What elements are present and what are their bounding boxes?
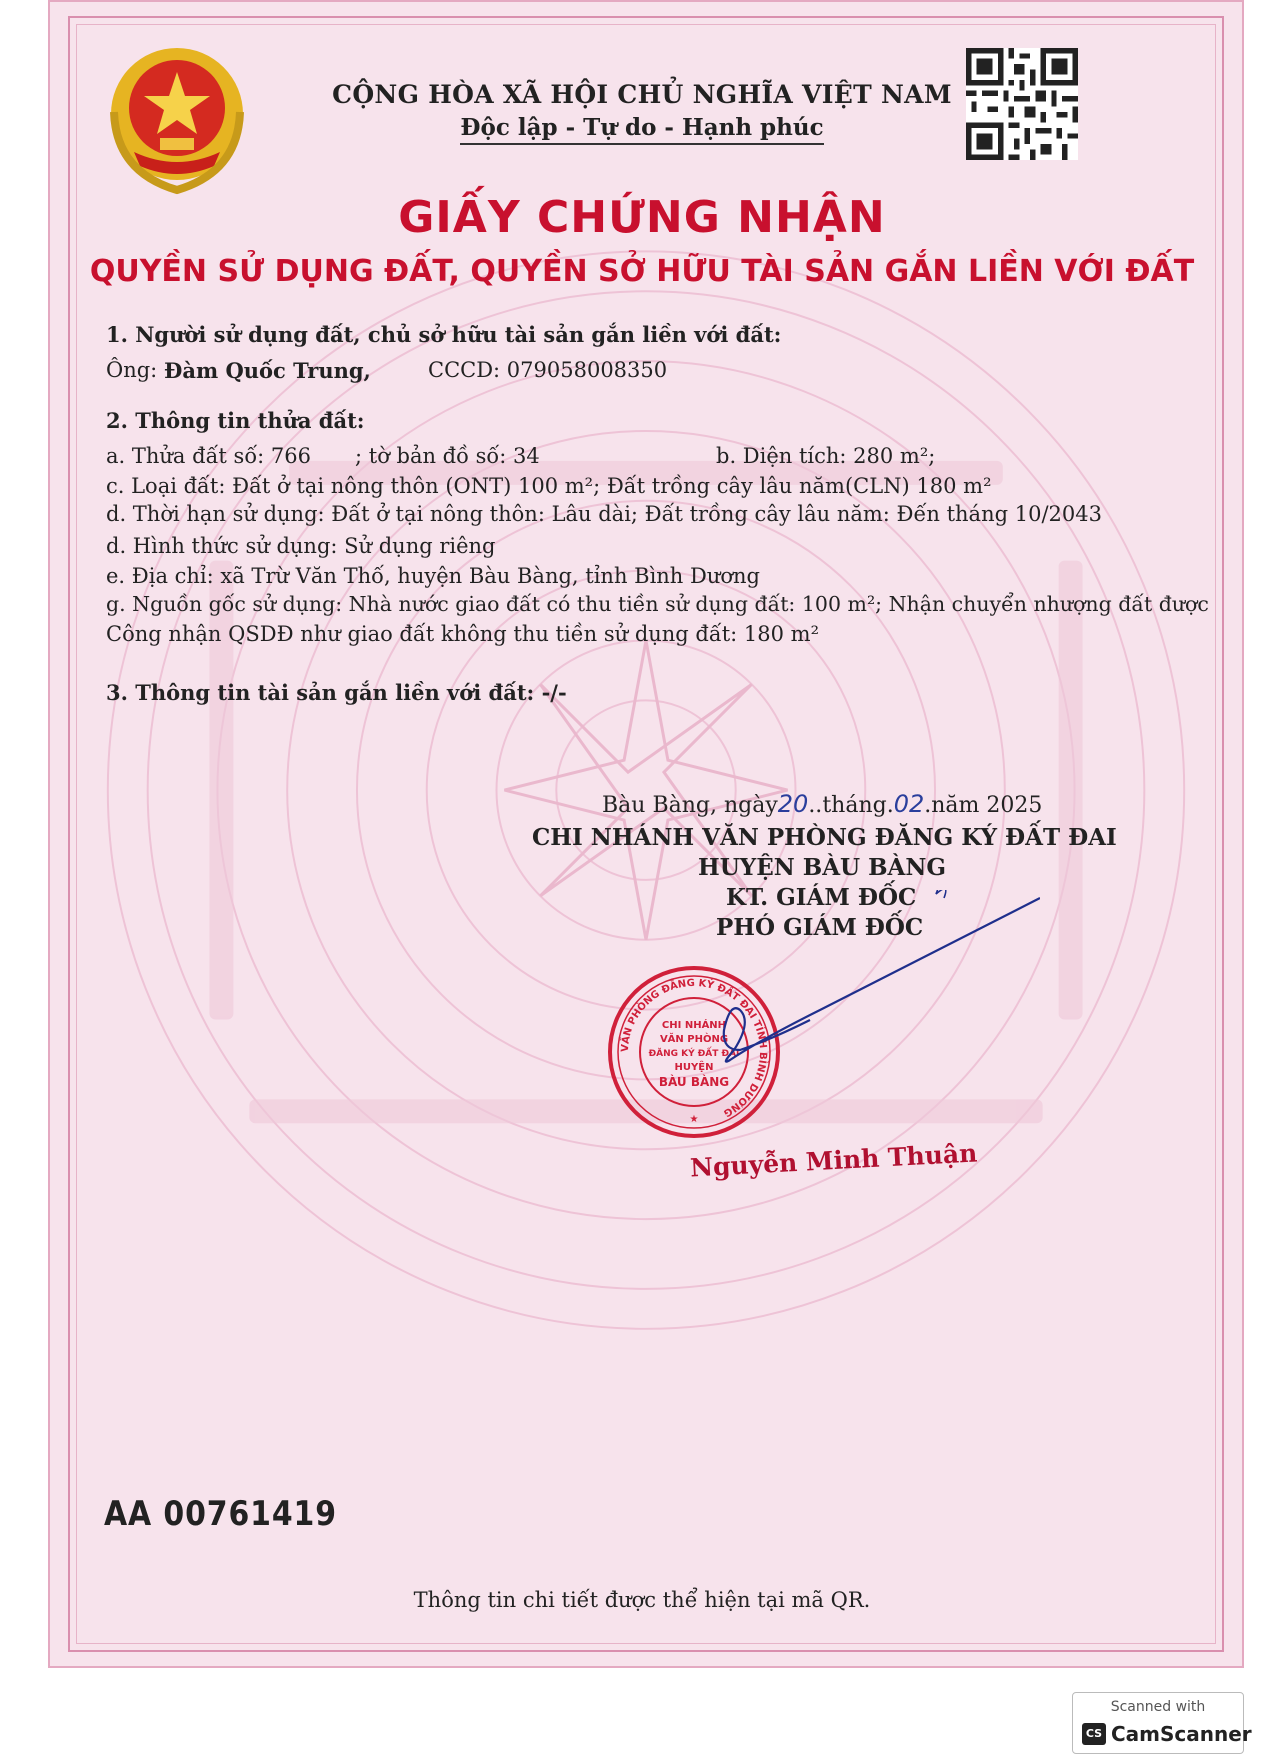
watermark-brand: CamScanner — [1111, 1722, 1252, 1746]
certificate-subtitle: QUYỀN SỬ DỤNG ĐẤT, QUYỀN SỞ HỮU TÀI SẢN GẮN LIỀN VỚI ĐẤT — [89, 254, 1195, 289]
camscanner-logo-icon: CS — [1082, 1723, 1106, 1745]
stamp-line-4: HUYỆN — [674, 1062, 714, 1073]
svg-text:★: ★ — [689, 1114, 699, 1125]
owner-name: Đàm Quốc Trung, — [164, 358, 371, 383]
office-name-line1: CHI NHÁNH VĂN PHÒNG ĐĂNG KÝ ĐẤT ĐAI — [532, 824, 1117, 851]
certificate-title: GIẤY CHỨNG NHẬN — [398, 192, 886, 243]
stamp-line-1: CHI NHÁNH — [661, 1020, 727, 1031]
section2-heading: 2. Thông tin thửa đất: — [106, 408, 365, 433]
usage-origin-line2: Công nhận QSDĐ như giao đất không thu tiền sử dụng đất: 180 m² — [106, 622, 820, 646]
national-motto: Độc lập - Tự do - Hạnh phúc — [0, 114, 1284, 141]
qr-footer-note: Thông tin chi tiết được thể hiện tại mã QR. — [413, 1588, 871, 1612]
handwritten-signature — [700, 890, 1040, 1090]
stamp-line-2: VĂN PHÒNG — [659, 1034, 729, 1045]
handwritten-month: 02 — [893, 790, 925, 818]
usage-duration: d. Thời hạn sử dụng: Đất ở tại nông thôn: Lâu dài; Đất trồng cây lâu năm: Đến tháng 10/2043 — [106, 502, 1102, 526]
section1-heading: 1. Người sử dụng đất, chủ sở hữu tài sản gắn liền với đất: — [106, 322, 782, 347]
usage-form: d. Hình thức sử dụng: Sử dụng riêng — [106, 534, 496, 558]
nation-heading: CỘNG HÒA XÃ HỘI CHỦ NGHĨA VIỆT NAM — [332, 80, 952, 109]
stamp-line-3: ĐĂNG KÝ ĐẤT ĐAI — [648, 1049, 740, 1059]
office-name-line2: HUYỆN BÀU BÀNG — [698, 854, 947, 881]
map-sheet-number: ; tờ bản đồ số: 34 — [355, 444, 540, 468]
signing-date: Bàu Bàng, ngày20..tháng.02.năm 2025 — [602, 790, 1043, 818]
signer-role-1: KT. GIÁM ĐỐC — [726, 884, 917, 911]
owner-id: CCCD: 079058008350 — [428, 358, 668, 382]
watermark-label: Scanned with — [1110, 1699, 1206, 1715]
stamp-ring-text: VĂN PHÒNG ĐĂNG KÝ ĐẤT ĐAI TỈNH BÌNH DƯƠNG — [619, 977, 769, 1119]
land-type: c. Loại đất: Đất ở tại nông thôn (ONT) 100 m²; Đất trồng cây lâu năm(CLN) 180 m² — [106, 474, 992, 498]
stamp-line-5: BÀU BÀNG — [658, 1075, 730, 1089]
handwritten-day: 20 — [777, 790, 809, 818]
signer-role-2: PHÓ GIÁM ĐỐC — [716, 914, 924, 941]
owner-prefix: Ông: — [106, 358, 158, 382]
parcel-area: b. Diện tích: 280 m²; — [716, 444, 936, 468]
camscanner-watermark — [1072, 1692, 1252, 1754]
parcel-address: e. Địa chỉ: xã Trừ Văn Thố, huyện Bàu Bàng, tỉnh Bình Dương — [106, 564, 760, 588]
section3-heading: 3. Thông tin tài sản gắn liền với đất: -/- — [106, 680, 567, 705]
serial-number: AA 00761419 — [104, 1494, 337, 1534]
signer-name: Nguyễn Minh Thuận — [689, 1138, 978, 1183]
usage-origin-line1: g. Nguồn gốc sử dụng: Nhà nước giao đất có thu tiền sử dụng đất: 100 m²; Nhận chuyển nhượng đất được — [106, 592, 1209, 616]
parcel-number: a. Thửa đất số: 766 — [106, 444, 312, 468]
